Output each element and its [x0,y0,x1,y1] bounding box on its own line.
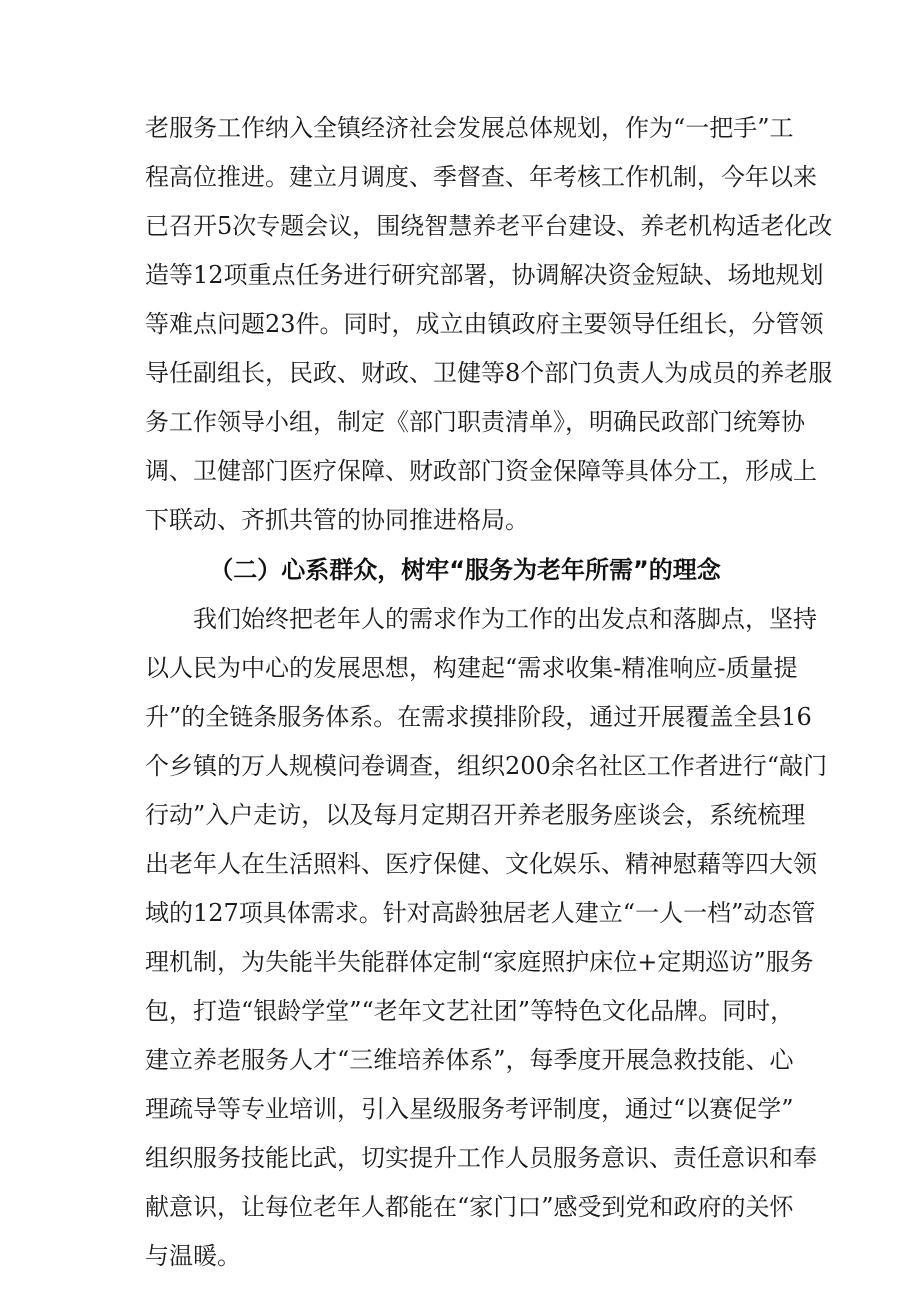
paragraph-line: 老服务工作纳入全镇经济社会发展总体规划，作为“一把手”工 [145,114,794,142]
paragraph-line: 我们始终把老年人的需求作为工作的出发点和落脚点，坚持 [193,605,817,633]
paragraph-line: 理机制，为失能半失能群体定制“家庭照护床位+定期巡访”服务 [145,948,814,976]
paragraph-line: 理疏导等专业培训，引入星级服务考评制度，通过“以赛促学” [145,1095,794,1123]
paragraph-line: 等难点问题23件。同时，成立由镇政府主要领导任组长，分管领 [145,310,824,338]
paragraph-line: 域的127项具体需求。针对高龄独居老人建立“一人一档”动态管 [145,899,816,927]
paragraph-line: 行动”入户走访，以及每月定期召开养老服务座谈会，系统梳理 [145,801,806,829]
paragraph-line: 下联动、齐抓共管的协同推进格局。 [145,506,529,534]
paragraph-line: 组织服务技能比武，切实提升工作人员服务意识、责任意识和奉 [145,1144,817,1172]
paragraph-line: 个乡镇的万人规模问卷调查，组织200余名社区工作者进行“敲门 [145,752,828,780]
paragraph-line: 与温暖。 [145,1242,241,1270]
paragraph-line: 以人民为中心的发展思想，构建起“需求收集-精准响应-质量提 [145,654,798,682]
paragraph-line: 包，打造“银龄学堂”“老年文艺社团”等特色文化品牌。同时， [145,997,795,1025]
paragraph-line: 务工作领导小组，制定《部门职责清单》，明确民政部门统筹协 [145,408,805,436]
paragraph-line: 导任副组长，民政、财政、卫健等8个部门负责人为成员的养老服 [145,359,833,387]
paragraph-line: 出老年人在生活照料、医疗保健、文化娱乐、精神慰藉等四大领 [145,850,817,878]
paragraph-line: 献意识，让每位老年人都能在“家门口”感受到党和政府的关怀 [145,1193,794,1221]
paragraph-line: 调、卫健部门医疗保障、财政部门资金保障等具体分工，形成上 [145,457,817,485]
paragraph-line: 造等12项重点任务进行研究部署，协调解决资金短缺、场地规划 [145,261,824,289]
paragraph-line: 程高位推进。建立月调度、季督查、年考核工作机制，今年以来 [145,163,817,191]
paragraph-line: 已召开5次专题会议，围绕智慧养老平台建设、养老机构适老化改 [145,212,833,240]
paragraph-line: 建立养老服务人才“三维培养体系”，每季度开展急救技能、心 [145,1046,794,1074]
section-heading: （二）心系群众，树牢“服务为老年所需”的理念 [209,556,721,584]
paragraph-line: 升”的全链条服务体系。在需求摸排阶段，通过开展覆盖全县16 [145,703,812,731]
